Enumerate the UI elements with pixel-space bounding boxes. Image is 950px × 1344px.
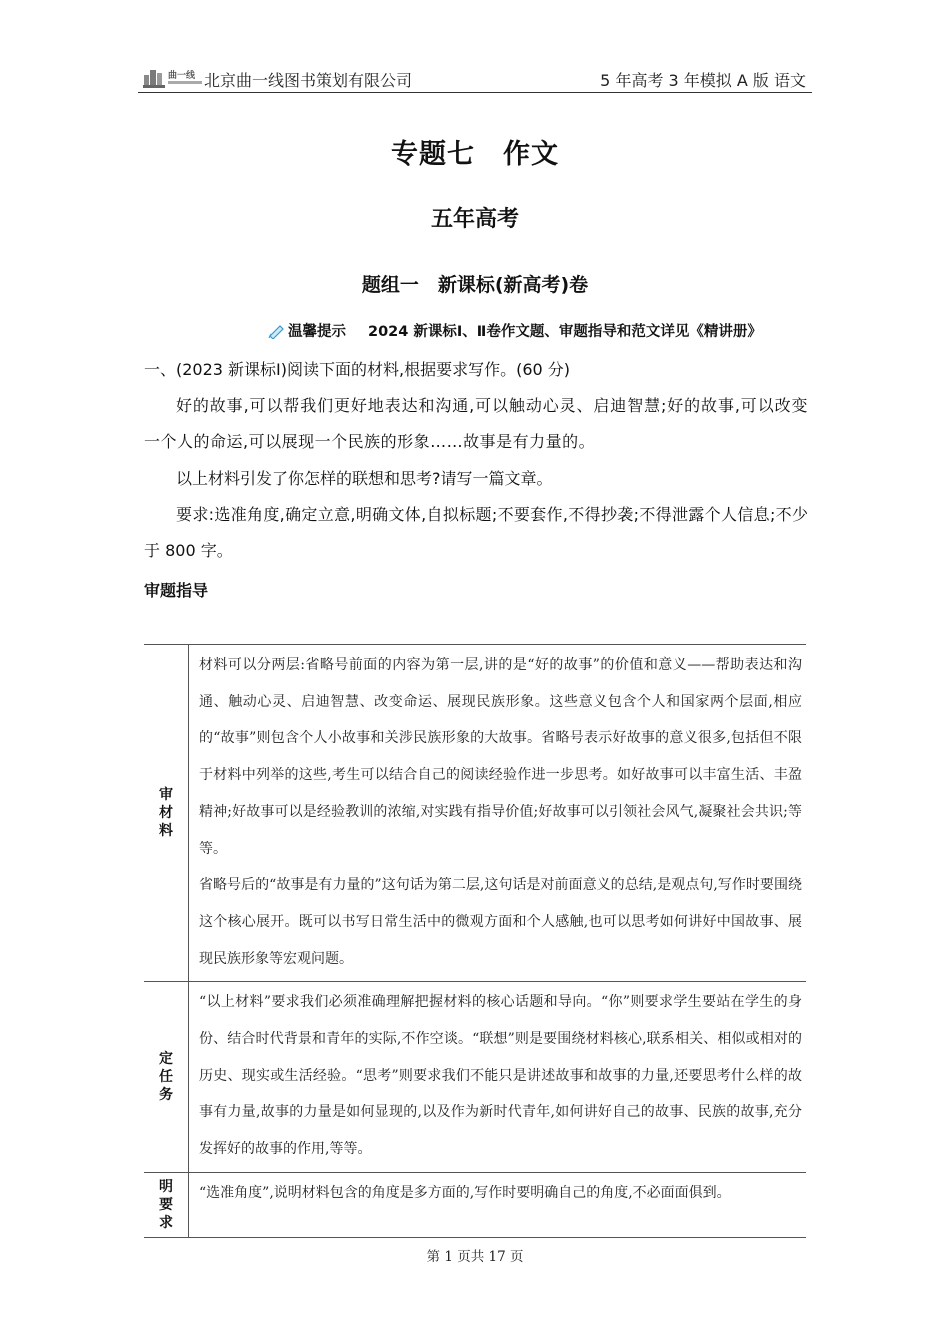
row-label-text: 定任务 bbox=[159, 1051, 173, 1104]
row-content bbox=[189, 1172, 807, 1237]
logo-text: 曲一线 bbox=[168, 71, 196, 81]
table-row bbox=[144, 1172, 806, 1237]
tip-text: 2024 新课标Ⅰ、Ⅱ卷作文题、审题指导和范文详见《精讲册》 bbox=[368, 324, 762, 340]
row-text: 材料可以分两层:省略号前面的内容为第一层,讲的是“好的故事”的价值和意义——帮助表达和沟通、触动心灵、启迪智慧、改变命运、展现民族形象。这些意义包含个人和国家两个层面,相应的“故事”则包含个人小故事和关涉民族形象的大故事。省略号表示好故事的意义很多,包括但不限于材料中列举的这些,考生可以结合自己的阅读经验作进一步思考。如好故事可以丰富生活、丰盈精神;好故事可以是经验教训的浓缩,对实践有指导价值;好故事可以引领社会风气,凝聚社会共识;等等。 bbox=[199, 657, 802, 857]
row-content bbox=[189, 645, 807, 982]
row-label-text: 审材料 bbox=[159, 787, 173, 840]
guide-title: 审题指导 bbox=[144, 581, 209, 600]
row-text: “以上材料”要求我们必须准确理解把握材料的核心话题和导向。“你”则要求学生要站在学生的身份、结合时代背景和青年的实际,不作空谈。“联想”则是要围绕材料核心,联系相关、相似或相对的历史、现实或生活经验。“思考”则要求我们不能只是讲述故事和故事的力量,还要思考什么样的故事有力量,故事的力量是如何显现的,以及作为新时代青年,如何讲好自己的故事、民族的故事,充分发挥好的故事的作用,等等。 bbox=[199, 994, 802, 1158]
page-header bbox=[138, 64, 812, 93]
row-label-text: 明要求 bbox=[159, 1178, 173, 1231]
book-series: 5 年高考 3 年模拟 A 版 语文 bbox=[600, 71, 806, 90]
guide-table bbox=[144, 644, 806, 1238]
section-title: 五年高考 bbox=[430, 207, 519, 232]
logo-buildings-icon bbox=[142, 66, 204, 88]
row-label-task bbox=[144, 982, 189, 1173]
company-name: 北京曲一线图书策划有限公司 bbox=[204, 71, 413, 90]
tip-label: 温馨提示 bbox=[288, 324, 346, 340]
table-row bbox=[144, 982, 806, 1173]
table-row bbox=[144, 645, 806, 982]
page-title: 专题七 作文 bbox=[391, 139, 559, 170]
group-title: 题组一 新课标(新高考)卷 bbox=[361, 274, 589, 296]
row-text: “选准角度”,说明材料包含的角度是多方面的,写作时要明确自己的角度,不必面面俱到。 bbox=[199, 1184, 731, 1201]
pencil-icon bbox=[268, 323, 286, 339]
row-content bbox=[189, 982, 807, 1173]
prompt-paragraph: 以上材料引发了你怎样的联想和思考?请写一篇文章。 bbox=[176, 469, 553, 488]
publisher-logo bbox=[142, 66, 204, 88]
tip-note bbox=[268, 320, 762, 341]
requirements-paragraph: 要求:选准角度,确定立意,明确文体,自拟标题;不要套作,不得抄袭;不得泄露个人信息;不少于 800 字。 bbox=[144, 505, 808, 560]
question-line: 一、(2023 新课标Ⅰ)阅读下面的材料,根据要求写作。(60 分) bbox=[144, 360, 571, 379]
row-label-requirement bbox=[144, 1172, 189, 1237]
page-footer: 第 1 页共 17 页 bbox=[426, 1249, 524, 1265]
material-paragraph: 好的故事,可以帮我们更好地表达和沟通,可以触动心灵、启迪智慧;好的故事,可以改变一个人的命运,可以展现一个民族的形象……故事是有力量的。 bbox=[144, 396, 808, 451]
row-text-second: 省略号后的“故事是有力量的”这句话为第二层,这句话是对前面意义的总结,是观点句,写作时要围绕这个核心展开。既可以书写日常生活中的微观方面和个人感触,也可以思考如何讲好中国故事、展现民族形象等宏观问题。 bbox=[199, 877, 802, 967]
row-label-material bbox=[144, 645, 189, 982]
